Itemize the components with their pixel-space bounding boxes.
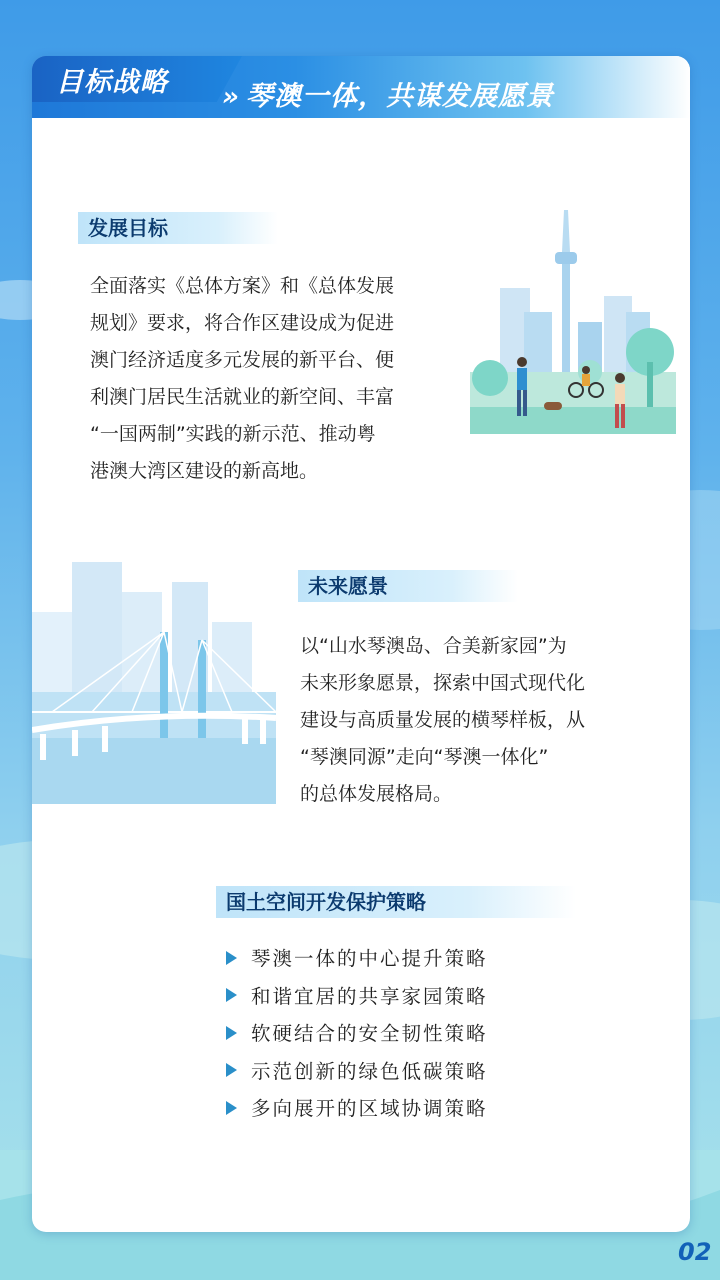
section-title-goal: 发展目标 <box>78 212 278 244</box>
list-item: 软硬结合的安全韧性策略 <box>226 1015 488 1053</box>
triangle-bullet-icon <box>226 1026 237 1040</box>
header-tab-label: 目标战略 <box>56 67 168 98</box>
header-corner <box>44 118 690 148</box>
double-chevron-icon: » <box>222 82 240 112</box>
strategy-list <box>226 940 488 1128</box>
content-card <box>32 56 690 1232</box>
section-title-vision: 未来愿景 <box>298 570 518 602</box>
section-vision-text: 以“山水琴澳岛、合美新家园”为 未来形象愿景，探索中国式现代化 建设与高质量发展的横琴样板，从 “琴澳同源”走向“琴澳一体化” 的总体发展格局。 <box>300 635 586 805</box>
header-subtitle-row <box>222 74 554 113</box>
triangle-bullet-icon <box>226 988 237 1002</box>
list-item: 多向展开的区域协调策略 <box>226 1090 488 1128</box>
triangle-bullet-icon <box>226 951 237 965</box>
triangle-bullet-icon <box>226 1101 237 1115</box>
list-item: 示范创新的绿色低碳策略 <box>226 1053 488 1091</box>
header-subtitle: 琴澳一体，共谋发展愿景 <box>245 81 554 112</box>
list-item: 和谐宜居的共享家园策略 <box>226 978 488 1016</box>
section-title-strategy: 国土空间开发保护策略 <box>216 886 576 918</box>
page-number: 02 <box>678 1238 712 1266</box>
city-park-illustration <box>470 202 676 434</box>
list-item: 琴澳一体的中心提升策略 <box>226 940 488 978</box>
triangle-bullet-icon <box>226 1063 237 1077</box>
bridge-illustration <box>32 562 276 804</box>
section-goal-text: 全面落实《总体方案》和《总体发展 规划》要求，将合作区建设成为促进 澳门经济适度多元发展的新平台、便 利澳门居民生活就业的新空间、丰富 “一国两制”实践的新示范、推动粤 港澳大湾区建设的新高地。 <box>90 275 395 482</box>
